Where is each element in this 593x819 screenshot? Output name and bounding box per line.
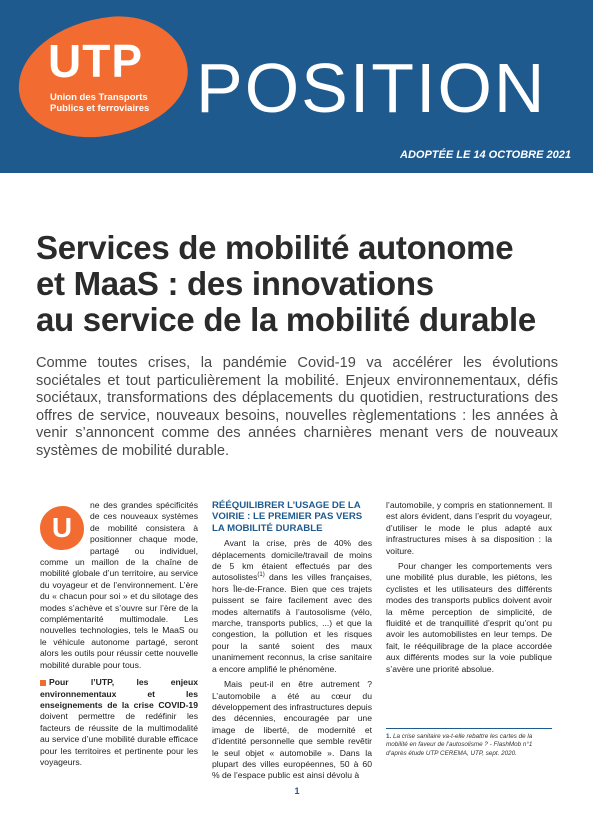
col1-paragraph-2 <box>40 677 198 768</box>
col3-paragraph-1: l’automobile, y compris en stationnement. Il est alors évident, dans l’esprit du voyageur, d’utiliser le mode le plus adapté aux infrastructures mises à sa disposition : la voiture. <box>386 500 552 556</box>
title-line: Services de mobilité autonome <box>36 229 514 266</box>
footnote-number: 1. <box>386 733 392 740</box>
col2-paragraph-2: Mais peut-il en être autrement ? L’automobile a été au cœur du développement des infrastructures depuis des décennies, encouragée par une image de liberté, de modernité et d’identité personnelle que semble revêtir le seul objet « automobile ». Dans la plupart des villes européennes, 50 à 60 % de l’espace public est ainsi dévolu à <box>212 679 372 781</box>
col2-text: Avant la crise, près de 40% des déplacements domicile/travail de moins de 5 km étaient effectués par des autosolistes <box>212 538 372 583</box>
col3-paragraph-2: Pour changer les comportements vers une mobilité plus durable, les piétons, les cyclistes et les utilisateurs des différents modes des transports publics doivent avoir la même perception de simplicité, de fluidité et de tranquillité d’esprit qu’ont pu avoir les automobilistes en leur temps. De fait, le rééquilibrage de la place accordée aux différents modes sur la voie publique s’avère une priorité absolue. <box>386 561 552 674</box>
col2-paragraph-1 <box>212 538 372 675</box>
header-banner <box>0 0 593 173</box>
col1-bold-lead: Pour l’UTP, les enjeux environnementaux et les enseignements de la crise COVID-19 <box>40 677 198 710</box>
footnote-divider <box>386 728 552 729</box>
dropcap: U <box>40 506 84 550</box>
col2-text-cont: dans les villes françaises, hors Île-de-France. Bien que ces trajets puissent se faire facilement avec des modes alternatifs à l’autosolisme (vélo, marche, transports publics, ...) et que la congestion, la pollution et les risques pour la santé soient des maux unanimement reconnus, la crise sanitaire a encore amplifié le phénomène. <box>212 572 372 674</box>
section-heading: RÉÉQUILIBRER L’USAGE DE LA VOIRIE : LE PREMIER PAS VERS LA MOBILITÉ DURABLE <box>212 500 363 534</box>
position-label: POSITION <box>196 49 547 127</box>
column-3 <box>386 500 552 679</box>
col1-text-rest: doivent permettre de redéfinir les facteurs de réussite de la multimodalité au service d’une mobilité durable efficace pour les territoires et pertinente pour les voyageurs. <box>40 711 198 767</box>
document-title <box>36 230 556 338</box>
title-line: et MaaS : des innovations <box>36 265 434 302</box>
footnote-text: La crise sanitaire va-t-elle rebattre les cartes de la mobilité en faveur de l’autosolisme ? - FlashMob n°1 d’après étude UTP CEREMA, UTP, sept. 2020. <box>386 733 533 757</box>
logo-subtitle: Union des Transports Publics et ferroviaires <box>50 92 150 114</box>
col1-paragraph-1 <box>40 500 198 671</box>
column-2 <box>212 500 372 786</box>
column-1 <box>40 500 198 772</box>
footnote <box>386 733 552 758</box>
logo-text[interactable]: UTP <box>48 35 143 87</box>
footnote-ref[interactable]: (1) <box>257 572 265 579</box>
adoption-date: ADOPTÉE LE 14 OCTOBRE 2021 <box>400 149 571 161</box>
bullet-square-icon <box>40 680 46 686</box>
col1-text: ne des grandes spécificités de ces nouveaux systèmes de mobilité consistera à positionner chaque mode, partagé ou individuel, comme un maillon de la chaîne de mobilité globale d’un territoire, au service du voyageur et de l’environnement. L’ère du « chacun pour soi » et du silotage des modes s’achève et s’ouvre sur l’ère de la complémentarité multimodale. Les nouvelles technologies, tels le MaaS ou le véhicule autonome partagé, seront alors les outils pour réussir cette nouvelle mobilité durable pour tous. <box>40 500 198 670</box>
title-line: au service de la mobilité durable <box>36 301 536 338</box>
page-number: 1 <box>294 786 300 796</box>
intro-paragraph: Comme toutes crises, la pandémie Covid-19 va accélérer les évolutions sociétales et tout particulièrement la mobilité. Enjeux environnementaux, défis sociétaux, transformations des déplacements du quotidien, restructurations des offres de service, nouveaux besoins, nouvelles règlementations : les années à venir s’annoncent comme des années charnières menant vers de nouveaux systèmes de mobilité durable. <box>36 355 558 459</box>
